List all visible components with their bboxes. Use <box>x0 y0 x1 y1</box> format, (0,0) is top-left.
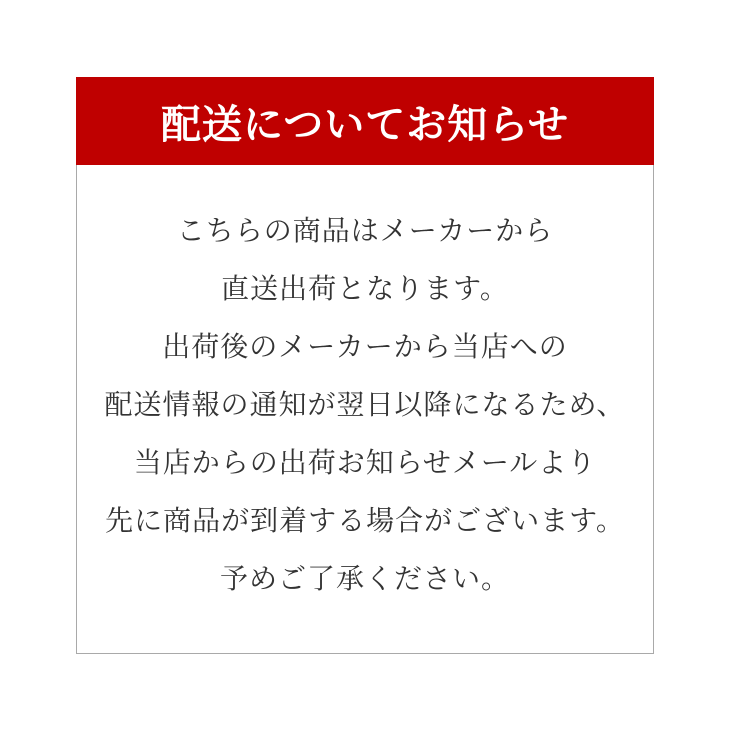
notice-line: 予めご了承ください。 <box>219 563 510 594</box>
notice-line: 配送情報の通知が翌日以降になるため、 <box>104 389 626 420</box>
notice-line: 直送出荷となります。 <box>221 273 509 304</box>
notice-body <box>77 165 653 608</box>
notice-title-banner <box>76 77 654 165</box>
shipping-notice-box <box>76 77 654 654</box>
notice-title: 配送についてお知らせ <box>161 102 569 147</box>
notice-line: 当店からの出荷お知らせメールより <box>133 447 597 478</box>
notice-line: こちらの商品はメーカーから <box>176 215 554 246</box>
notice-line: 出荷後のメーカーから当店への <box>162 331 568 362</box>
notice-line: 先に商品が到着する場合がございます。 <box>105 505 625 536</box>
